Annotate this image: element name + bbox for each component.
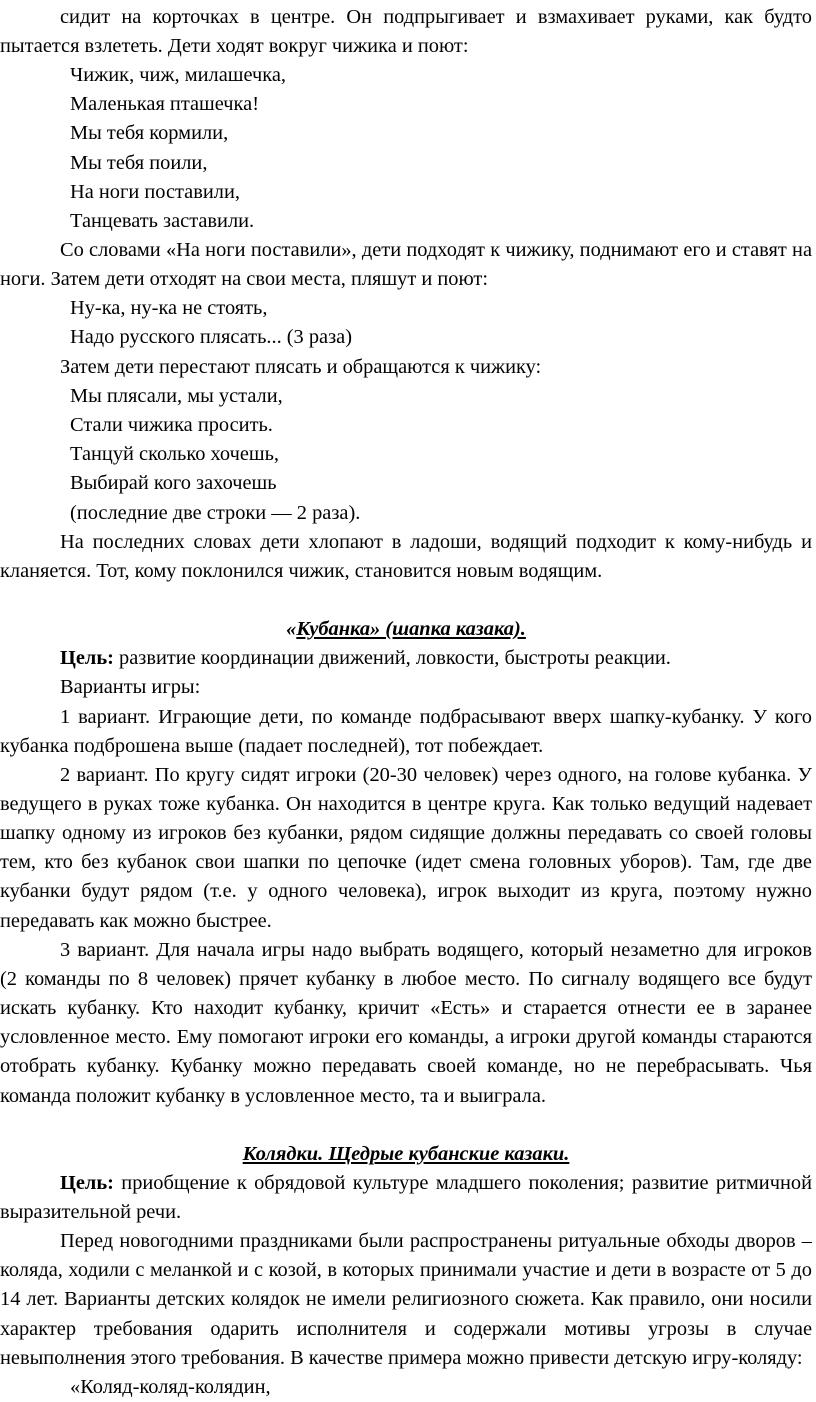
song-line: Чижик, чиж, милашечка, <box>70 64 287 86</box>
goal-label: Цель: <box>60 1172 114 1194</box>
song-line: Маленькая пташечка! <box>70 93 259 116</box>
song-line: Танцуй сколько хочешь, <box>70 443 280 466</box>
verse-line: «Коляд-коляд-колядин, <box>70 1376 271 1398</box>
song-line: Выбирай кого захочешь <box>70 472 277 495</box>
song-line: Ну-ка, ну-ка не стоять, <box>70 297 268 320</box>
goal-line <box>0 644 812 673</box>
song-line: (последние две строки — 2 раза). <box>70 501 361 524</box>
song-line: Мы плясали, мы устали, <box>70 384 283 407</box>
goal-text: развитие координации движений, ловкости, быстроты реакции. <box>113 647 671 670</box>
song-line: Мы тебя поили, <box>70 151 208 174</box>
song-line: На ноги поставили, <box>70 180 240 203</box>
song-line: Надо русского плясать... (3 раза) <box>70 326 352 349</box>
paragraph: Перед новогодними праздниками были распространены ритуальные обходы дворов – коляда, ходили с меланкой и с козой, в которых принимали участие и дети в возрасте от 5 до 14 лет. Варианты детских колядок не имели религиозного сюжета. Как правило, они носили характер требования одарить исполнителя и содержали мотивы угрозы в случае невыполнения этого требования. В качестве примера можно привести детскую игру-коляду: <box>0 1230 812 1369</box>
paragraph: На последних словах дети хлопают в ладоши, водящий подходит к кому-нибудь и кланяется. Тот, кому поклонился чижик, становится новым водящим. <box>0 530 812 582</box>
paragraph-intro: сидит на корточках в центре. Он подпрыгивает и взмахивает руками, как будто пытается взлететь. Дети ходят вокруг чижика и поют: <box>0 6 812 58</box>
paragraph: Со словами «На ноги поставили», дети подходят к чижику, поднимают его и ставят на ноги. Затем дети отходят на свои места, пляшут и поют: <box>0 239 812 291</box>
song-line: Танцевать заставили. <box>70 210 255 232</box>
goal-label: Цель: <box>60 647 114 670</box>
goal-line <box>0 1169 812 1227</box>
song-line: Мы тебя кормили, <box>70 122 229 145</box>
heading-quote: « <box>286 618 297 640</box>
heading-title: Кубанка» (шапка казака). <box>296 618 526 640</box>
variant-2: 2 вариант. По кругу сидят игроки (20-30 человек) через одного, на голове кубанка. У ведущего в руках тоже кубанка. Он находится в центре круга. Как только ведущий надевает шапку одному из игроков без кубанки, рядом сидящие должны передавать со своей головы тем, кто без кубанок свои шапки по цепочке (идет смена головных уборов). Там, где две кубанки будут рядом (т.е. у одного человека), игрок выходит из круга, поэтому нужно передавать как можно быстрее. <box>0 763 812 932</box>
variant-1: 1 вариант. Играющие дети, по команде подбрасывают вверх шапку-кубанку. У кого кубанка подброшена выше (падает последней), тот побеждает. <box>0 705 812 757</box>
section-heading-koliadki: Колядки. Щедрые кубанские казаки. <box>242 1142 570 1165</box>
section-heading-kubanka <box>0 615 812 644</box>
variants-label: Варианты игры: <box>60 676 201 699</box>
variant-3: 3 вариант. Для начала игры надо выбрать водящего, который незаметно для игроков (2 команды по 8 человек) прячет кубанку в любое место. По сигналу водящего все будут искать кубанку. Кто находит кубанку, кричит «Есть» и старается отнести ее в заранее условленное место. Ему помогают игроки его команды, а игроки другой команды стараются отобрать кубанку. Кубанку можно передавать своей команде, но не перебрасывать. Чья команда положит кубанку в условленное место, та и выиграла. <box>0 938 812 1107</box>
song-line: Стали чижика просить. <box>70 414 273 436</box>
goal-text: приобщение к обрядовой культуре младшего поколения; развитие ритмичной выразительной речи. <box>0 1172 812 1224</box>
paragraph: Затем дети перестают плясать и обращаются к чижику: <box>60 355 542 378</box>
